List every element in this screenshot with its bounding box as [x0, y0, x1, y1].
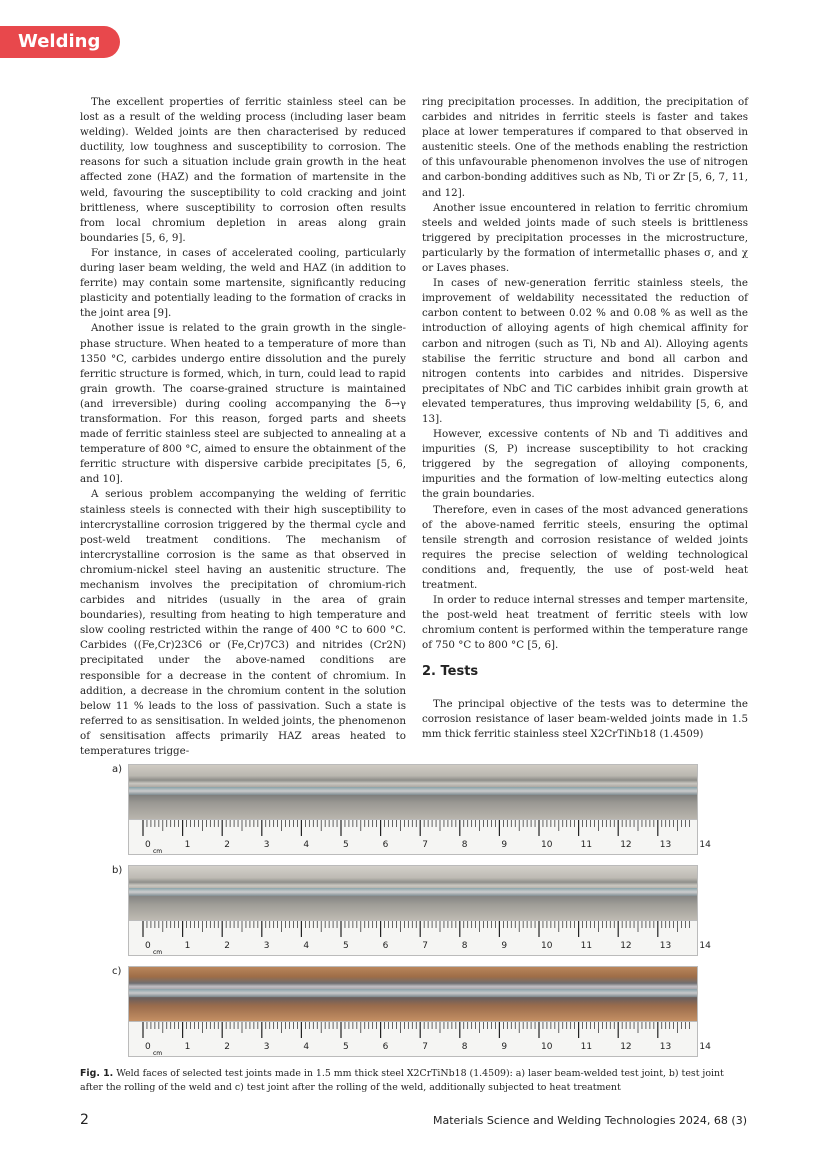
ruler-number: 7 — [422, 840, 428, 850]
figure-panel-a — [112, 764, 711, 855]
ruler-number: 11 — [580, 941, 593, 951]
ruler — [128, 819, 711, 855]
caption-label: Fig. 1. — [80, 1068, 114, 1079]
ruler-number: 11 — [580, 840, 593, 850]
paragraph: Another issue encountered in relation to ferritic chromium steels and welded joints made of such steels is brittleness triggered by precipitation processes in the microstructure, particularly by the formation of intermetallic phases σ, and χ or Laves phases. — [422, 201, 748, 275]
paragraph: A serious problem accompanying the welding of ferritic stainless steels is connected with their high susceptibility to intercrystalline corrosion triggered by the thermal cycle and post-weld treatment conditions. The mechanism of intercrystalline corrosion is the same as that observed in chromium-nickel steel having an austenitic structure. The mechanism involves the precipitation of chromium-rich carbides and nitrides (usually in the area of grain boundaries), resulting from heating to high temperature and slow cooling restricted within the range of 400 °C to 600 °C. Carbides ((Fe,Cr)23C6 or (Fe,Cr)7C3) and nitrides (Cr2N) precipitated under the above-named conditions are responsible for a decrease in the content of chromium. In addition, a decrease in the chromium content in the solution below 11 % leads to the loss of passivation. Such a state is referred to as sensitisation. In welded joints, the phenomenon of sensitisation affects primarily HAZ areas heated to temperatures trigge- — [80, 488, 406, 758]
ruler-number: 8 — [461, 1042, 468, 1052]
ruler-number: 7 — [422, 941, 428, 951]
ruler-unit: cm — [153, 1050, 163, 1057]
ruler-unit: cm — [153, 848, 163, 855]
ruler-number: 4 — [303, 1042, 310, 1052]
figure — [112, 764, 711, 1067]
ruler-number: 13 — [659, 941, 672, 951]
weld-photo — [128, 764, 698, 819]
paragraph: The excellent properties of ferritic stainless steel can be lost as a result of the welding process (including laser beam welding). Welded joints are then characterised by reduced ductility, low toughness and susceptibility to corrosion. The reasons for such a situation include grain growth in the heat affected zone (HAZ) and the formation of martensite in the weld, favouring the susceptibility to cold cracking and joint brittleness, where susceptibility to corrosion often results from local chromium depletion in areas along grain boundaries [5, 6, 9]. — [80, 96, 406, 244]
ruler-number: 1 — [184, 941, 191, 951]
ruler-number: 11 — [580, 1042, 593, 1052]
ruler-number: 9 — [501, 941, 508, 951]
paragraph: Another issue is related to the grain growth in the single-phase structure. When heated to a temperature of more than 1350 °C, carbides undergo entire dissolution and the purely ferritic structure is formed, which, in turn, could lead to rapid grain growth. The coarse-grained structure is maintained (and irreversible) during cooling accompanying the δ→γ transformation. For this reason, forged parts and sheets made of ferritic stainless steel are subjected to annealing at a temperature of 800 °C, aimed to ensure the obtainment of the ferritic structure with dispersive carbide precipitates [5, 6, and 10]. — [80, 322, 406, 486]
ruler-number: 0 — [145, 840, 151, 850]
ruler-number: 10 — [541, 941, 553, 951]
weld-photo — [128, 865, 698, 920]
ruler-number: 9 — [501, 1042, 508, 1052]
ruler-number: 0 — [145, 941, 151, 951]
section-heading: 2. Tests — [422, 664, 479, 679]
paragraph: ring precipitation processes. In addition, the precipitation of carbides and nitrides in ferritic steels is faster and takes place at lower temperatures if compared to that observed in austenitic steels. One of the methods enabling the restriction of this unfavourable phenomenon involves the use of nitrogen and carbon-bonding additives such as Nb, Ti or Zr [5, 6, 7, 11, and 12]. — [422, 96, 748, 199]
ruler-unit: cm — [153, 949, 163, 956]
ruler-number: 5 — [343, 1042, 349, 1052]
ruler-scale — [129, 921, 711, 956]
ruler-number: 2 — [224, 1042, 230, 1052]
ruler-number: 13 — [659, 840, 672, 850]
panel-label: a) — [112, 764, 123, 775]
ruler-number: 4 — [303, 840, 310, 850]
paragraph: However, excessive contents of Nb and Ti additives and impurities (S, P) increase susceptibility to hot cracking triggered by the segregation of alloying components, impurities and the formation of low-melting eutectics along the grain boundaries. — [422, 428, 748, 501]
paragraph: In cases of new-generation ferritic stainless steels, the improvement of weldability necessitated the reduction of carbon content to between 0.02 % and 0.08 % as well as the introduction of alloying agents of high chemical affinity for carbon and nitrogen (such as Ti, Nb and Al). Alloying agents stabilise the ferritic structure and bond all carbon and nitrogen contents into carbides and nitrides. Dispersive precipitates of NbC and TiC carbides inhibit grain growth at elevated temperatures, thus improving weldability [5, 6, and 13]. — [422, 277, 748, 425]
weld-photo — [128, 966, 698, 1021]
ruler-number: 6 — [382, 941, 389, 951]
figure-panel-c — [112, 966, 711, 1057]
panel-label: c) — [112, 966, 122, 977]
left-column — [80, 95, 406, 759]
ruler-number: 7 — [422, 1042, 428, 1052]
ruler-scale — [129, 1022, 711, 1057]
figure-panel-b — [112, 865, 711, 956]
figure-caption — [80, 1067, 748, 1095]
ruler-number: 4 — [303, 941, 310, 951]
ruler-number: 2 — [224, 840, 230, 850]
ruler-number: 8 — [461, 941, 468, 951]
ruler-number: 12 — [620, 840, 632, 850]
ruler — [128, 920, 711, 956]
ruler-number: 3 — [263, 1042, 270, 1052]
paragraph: In order to reduce internal stresses and temper martensite, the post-weld heat treatment of ferritic steels with low chromium content is performed within the temperature range of 750 °C to 800 °C [5, 6]. — [422, 594, 748, 652]
ruler-number: 10 — [541, 1042, 553, 1052]
ruler-number: 13 — [659, 1042, 672, 1052]
ruler-number: 6 — [382, 840, 389, 850]
paragraph: For instance, in cases of accelerated cooling, particularly during laser beam welding, the weld and HAZ (in addition to ferrite) may contain some martensite, significantly reducing plasticity and potentially leading to the formation of cracks in the joint area [9]. — [80, 246, 406, 320]
paragraph: The principal objective of the tests was to determine the corrosion resistance of laser beam-welded joints made in 1.5 mm thick ferritic stainless steel X2CrTiNb18 (1.4509) — [422, 698, 748, 741]
ruler-number: 14 — [699, 840, 711, 850]
ruler-number: 9 — [501, 840, 508, 850]
ruler-number: 12 — [620, 941, 632, 951]
ruler-number: 2 — [224, 941, 230, 951]
paragraph: Therefore, even in cases of the most advanced generations of the above-named ferritic steels, ensuring the optimal tensile strength and corrosion resistance of welded joints requires the precise selection of welding technological conditions and, frequently, the use of post-weld heat treatment. — [422, 503, 748, 591]
panel-label: b) — [112, 865, 123, 876]
section-tag: Welding — [0, 26, 120, 58]
ruler-number: 1 — [184, 840, 191, 850]
ruler — [128, 1021, 711, 1057]
ruler-number: 0 — [145, 1042, 151, 1052]
ruler-number: 5 — [343, 941, 349, 951]
ruler-number: 8 — [461, 840, 468, 850]
ruler-number: 3 — [263, 941, 270, 951]
section-paragraph-column — [422, 697, 748, 742]
ruler-number: 14 — [699, 941, 711, 951]
ruler-scale — [129, 820, 711, 855]
page-number: 2 — [80, 1112, 89, 1128]
right-column — [422, 95, 748, 653]
ruler-number: 12 — [620, 1042, 632, 1052]
ruler-number: 10 — [541, 840, 553, 850]
journal-footer: Materials Science and Welding Technologies 2024, 68 (3) — [432, 1114, 747, 1127]
ruler-number: 14 — [699, 1042, 711, 1052]
ruler-number: 3 — [263, 840, 270, 850]
ruler-number: 5 — [343, 840, 349, 850]
ruler-number: 1 — [184, 1042, 191, 1052]
caption-text: Weld faces of selected test joints made in 1.5 mm thick steel X2CrTiNb18 (1.4509): a) laser beam-welded test joint, b) test joint after the rolling of the weld and c) test joint after the rolling of the weld, additionally subjected to heat treatment — [80, 1068, 724, 1093]
ruler-number: 6 — [382, 1042, 389, 1052]
